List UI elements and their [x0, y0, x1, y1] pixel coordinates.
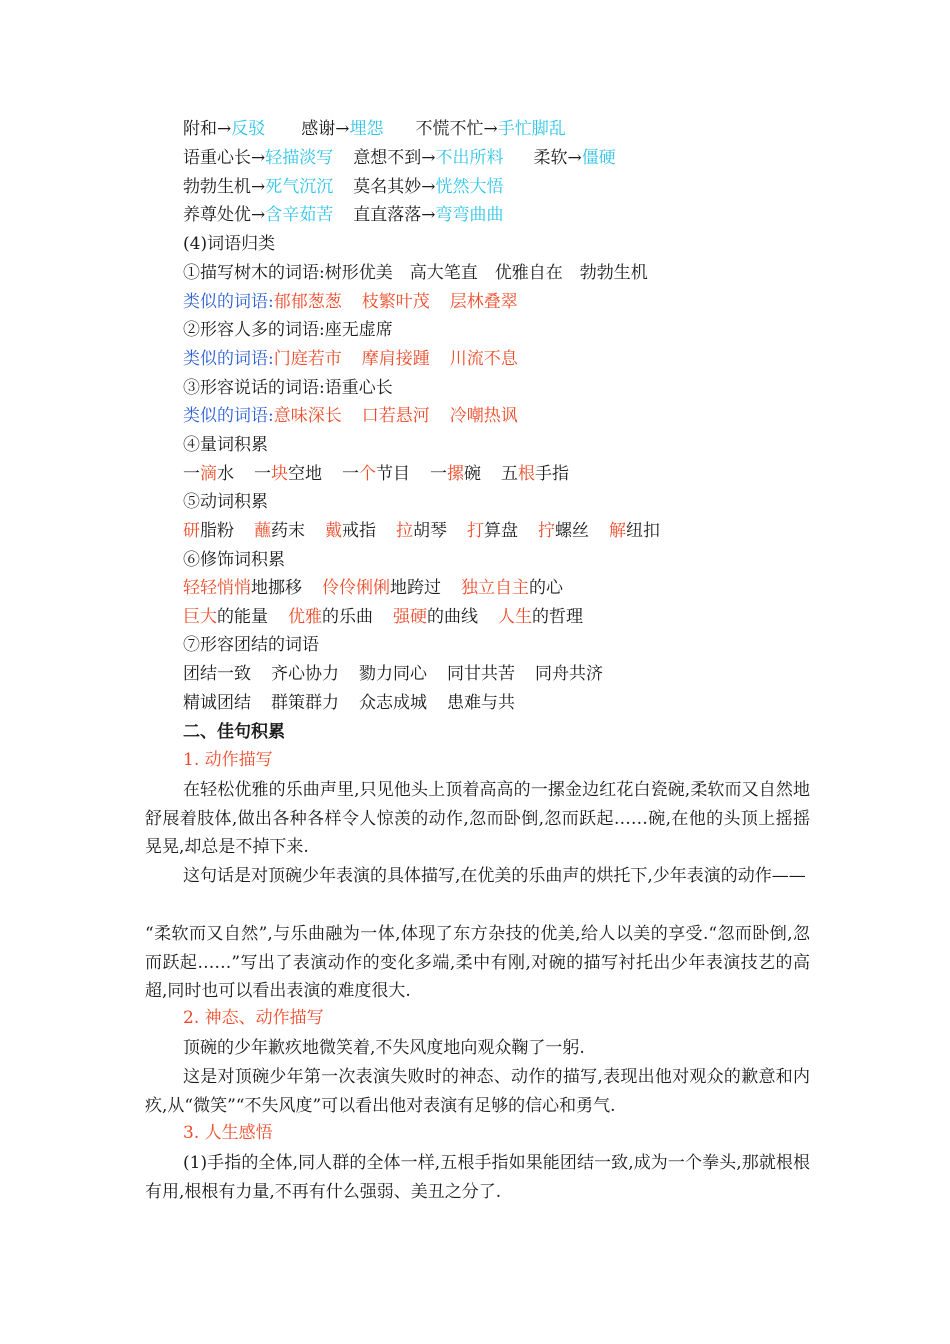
similar-word: 摩肩接踵	[361, 349, 430, 369]
unity-word: 众志成城	[359, 693, 427, 713]
verb: 拉	[396, 521, 413, 541]
measure-noun: 碗	[464, 464, 481, 484]
word: 不慌不忙→	[415, 119, 498, 139]
word: 勃勃生机→	[183, 177, 266, 197]
antonym: 轻描淡写	[265, 148, 334, 168]
group-title: ②形容人多的词语:座无虚席	[183, 320, 393, 340]
similar-label: 类似的词语:	[183, 349, 274, 369]
measure-row	[183, 462, 569, 486]
measure-prefix: 五	[501, 464, 518, 484]
similar-word: 口若悬河	[361, 406, 430, 426]
antonym: 死气沉沉	[265, 177, 334, 197]
antonym-row	[183, 117, 566, 141]
measure-word: 根	[518, 464, 535, 484]
modified: 的能量	[217, 607, 268, 627]
word: 感谢→	[301, 119, 350, 139]
unity-row	[183, 662, 603, 686]
antonym-row	[183, 203, 504, 227]
antonym: 僵硬	[581, 148, 616, 168]
similar-row	[183, 347, 518, 371]
unity-word: 勠力同心	[359, 664, 427, 684]
group-title: ①描写树木的词语:树形优美 高大笔直 优雅自在 勃勃生机	[183, 263, 648, 283]
modifier: 独立自主	[461, 578, 529, 598]
verb: 戴	[325, 521, 342, 541]
verb-object: 药末	[271, 521, 305, 541]
modified: 的曲线	[427, 607, 478, 627]
unity-word: 团结一致	[183, 664, 251, 684]
word: 莫名其妙→	[353, 177, 436, 197]
verb: 打	[467, 521, 484, 541]
subsection-title: 2. 神态、动作描写	[183, 1008, 324, 1028]
analysis-paragraph: 这是对顶碗少年第一次表演失败时的神态、动作的描写,表现出他对观众的歉意和内疚,从“微笑”“不失风度”可以看出他对表演有足够的信心和勇气.	[145, 1067, 810, 1116]
antonym-row	[183, 175, 504, 199]
measure-word: 摞	[447, 464, 464, 484]
similar-word: 层林叠翠	[449, 292, 518, 312]
antonym: 埋怨	[349, 119, 384, 139]
word: 直直落落→	[353, 205, 436, 225]
modified: 的乐曲	[322, 607, 373, 627]
word: 意想不到→	[353, 148, 436, 168]
analysis-paragraph: 这句话是对顶碗少年表演的具体描写,在优美的乐曲声的烘托下,少年表演的动作——	[183, 866, 806, 886]
similar-word: 门庭若市	[273, 349, 342, 369]
modified: 的哲理	[532, 607, 583, 627]
group-title: ④量词积累	[183, 435, 268, 455]
group-title: ⑦形容团结的词语	[183, 635, 319, 655]
verb-object: 胡琴	[413, 521, 447, 541]
modified: 地挪移	[251, 578, 302, 598]
antonym: 手忙脚乱	[497, 119, 566, 139]
similar-row	[183, 290, 518, 314]
verb: 拧	[538, 521, 555, 541]
section-heading: 二、佳句积累	[183, 722, 285, 742]
antonym: 含辛茹苦	[265, 205, 334, 225]
antonym: 弯弯曲曲	[435, 205, 504, 225]
measure-noun: 手指	[535, 464, 569, 484]
word: 语重心长→	[183, 148, 266, 168]
similar-label: 类似的词语:	[183, 406, 274, 426]
verb-object: 戒指	[342, 521, 376, 541]
group-title: ⑤动词积累	[183, 492, 268, 512]
measure-prefix: 一	[254, 464, 271, 484]
modifier: 轻轻悄悄	[183, 578, 251, 598]
similar-word: 枝繁叶茂	[361, 292, 430, 312]
similar-word: 冷嘲热讽	[449, 406, 518, 426]
unity-word: 同甘共苦	[447, 664, 515, 684]
similar-word: 郁郁葱葱	[273, 292, 342, 312]
antonym: 恍然大悟	[435, 177, 504, 197]
unity-word: 群策群力	[271, 693, 339, 713]
verb-object: 脂粉	[200, 521, 234, 541]
unity-word: 同舟共济	[535, 664, 603, 684]
verb-object: 纽扣	[626, 521, 660, 541]
measure-prefix: 一	[430, 464, 447, 484]
modifier-row	[183, 576, 563, 600]
modifier: 巨大	[183, 607, 217, 627]
similar-label: 类似的词语:	[183, 292, 274, 312]
word: 柔软→	[533, 148, 582, 168]
section-heading: (4)词语归类	[183, 234, 276, 254]
analysis-paragraph: “柔软而又自然”,与乐曲融为一体,体现了东方杂技的优美,给人以美的享受.“忽而卧倒,忽而跃起……”写出了表演动作的变化多端,柔中有刚,对碗的描写衬托出少年表演技艺的高超,同时也可以看出表演的难度很大.	[145, 924, 810, 1002]
unity-word: 精诚团结	[183, 693, 251, 713]
unity-word: 齐心协力	[271, 664, 339, 684]
unity-row	[183, 691, 515, 715]
measure-prefix: 一	[342, 464, 359, 484]
similar-word: 川流不息	[449, 349, 518, 369]
insight-paragraph: (1)手指的全体,同人群的全体一样,五根手指如果能团结一致,成为一个拳头,那就根根有用,根根有力量,不再有什么强弱、美丑之分了.	[145, 1153, 810, 1202]
group-title: ③形容说话的词语:语重心长	[183, 378, 393, 398]
modifier: 伶伶俐俐	[322, 578, 390, 598]
modified: 的心	[529, 578, 563, 598]
modifier: 强硬	[393, 607, 427, 627]
antonym: 不出所料	[435, 148, 504, 168]
quote-paragraph: 顶碗的少年歉疚地微笑着,不失风度地向观众鞠了一躬.	[183, 1038, 585, 1058]
measure-prefix: 一	[183, 464, 200, 484]
verb: 研	[183, 521, 200, 541]
modified: 地跨过	[390, 578, 441, 598]
subsection-title: 1. 动作描写	[183, 750, 273, 770]
antonym-row	[183, 146, 616, 170]
measure-noun: 水	[217, 464, 234, 484]
similar-word: 意味深长	[273, 406, 342, 426]
verb: 蘸	[254, 521, 271, 541]
verb-row	[183, 519, 660, 543]
modifier-row	[183, 605, 583, 629]
unity-word: 患难与共	[447, 693, 515, 713]
similar-row	[183, 404, 518, 428]
measure-noun: 空地	[288, 464, 322, 484]
verb: 解	[609, 521, 626, 541]
word: 附和→	[183, 119, 232, 139]
measure-noun: 节目	[376, 464, 410, 484]
modifier: 优雅	[288, 607, 322, 627]
measure-word: 块	[271, 464, 288, 484]
verb-object: 算盘	[484, 521, 518, 541]
subsection-title: 3. 人生感悟	[183, 1123, 273, 1143]
measure-word: 个	[359, 464, 376, 484]
measure-word: 滴	[200, 464, 217, 484]
modifier: 人生	[498, 607, 532, 627]
verb-object: 螺丝	[555, 521, 589, 541]
group-title: ⑥修饰词积累	[183, 550, 285, 570]
antonym: 反驳	[231, 119, 266, 139]
word: 养尊处优→	[183, 205, 266, 225]
quote-paragraph: 在轻松优雅的乐曲声里,只见他头上顶着高高的一摞金边红花白瓷碗,柔软而又自然地舒展着肢体,做出各种各样令人惊羡的动作,忽而卧倒,忽而跃起……碗,在他的头顶上摇摇晃晃,却总是不掉下来.	[145, 780, 810, 858]
